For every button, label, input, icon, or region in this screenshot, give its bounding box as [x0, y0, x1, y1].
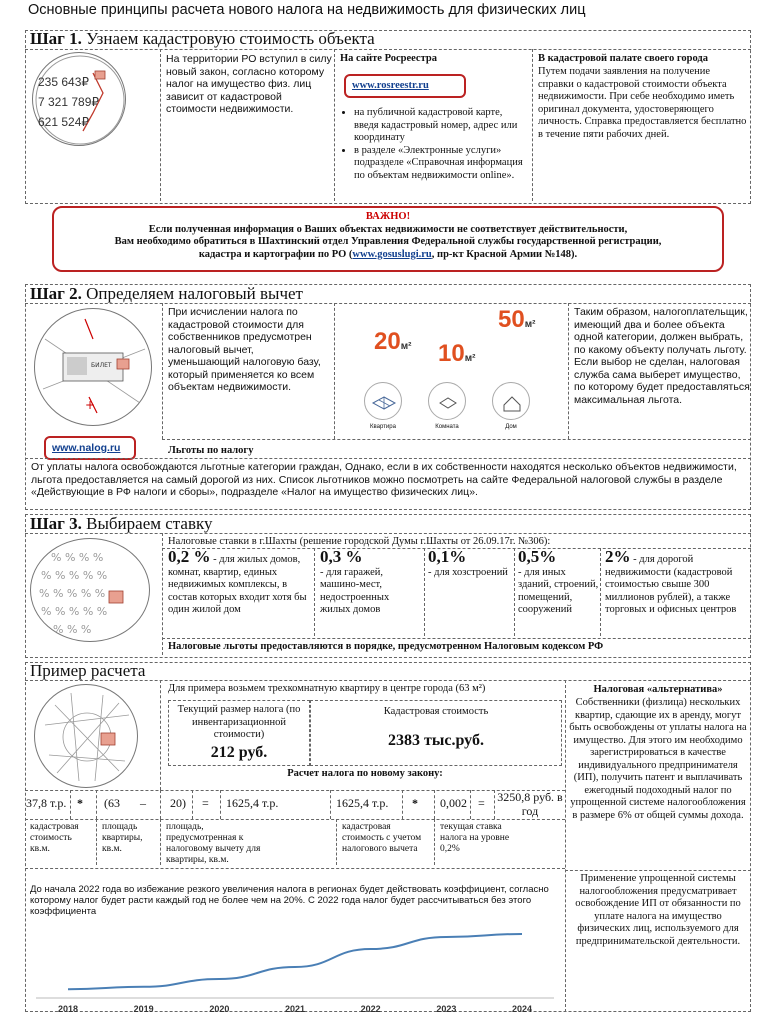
benefits-text: От уплаты налога освобождаются льготные категории граждан, Однако, если в их собственности находятся несколько объектов недвижимости, льгота предоставляется на самый дорогой из них. Список льготников можно посмотреть на сайте Федеральной налоговой службы в разделе «Действующие в РФ налоги и сборы», подразделе «Налог на имущество физических лиц».: [31, 461, 737, 498]
page-title: Основные принципы расчета нового налога на недвижимость для физических лиц: [28, 2, 586, 18]
caption-base: кадастровая стоимость с учетом налогового вычета: [342, 822, 422, 854]
current-tax-label: Текущий размер налога (по инвентаризационной стоимости): [177, 704, 301, 740]
svg-text:% % % %: % % % %: [51, 551, 104, 564]
room-label: Комната: [435, 424, 459, 430]
formula-equals-2: =: [478, 796, 485, 810]
svg-text:% % %: % % %: [53, 623, 92, 636]
chart-tick-label: 2023: [436, 1004, 457, 1014]
step3-heading: Шаг 3. Выбираем ставку: [30, 514, 213, 533]
caption-deduction: площадь, предусмотренная к налоговому вычету для квартиры, кв.м.: [166, 822, 261, 865]
formula-area: (63: [104, 796, 120, 810]
important-line3: кадастра и картографии по РО (www.gosuslugi.ru, пр-кт Красной Армии №148).: [198, 248, 578, 260]
svg-text:БИЛЕТ: БИЛЕТ: [91, 362, 112, 369]
growth-text: До начала 2022 года во избежание резкого увеличения налога в регионах будет действовать коэффициент, согласно которому налог будет расти каждый год не более чем на 20%. С 2022 года налог будет рассчитываться без этого коэффициента: [30, 884, 549, 917]
chamber-text: Путем подачи заявления на получение справки о кадастровой стоимости объекта недвижимости. При себе необходимо иметь оригинал документа, удостоверяющего личность. Справка предоставляется бесплатно в течение пяти рабочих дней.: [538, 66, 747, 140]
formula-multiply-2: *: [412, 796, 418, 810]
deduction-room-value: 10м²: [438, 340, 476, 367]
benefits-heading: Льготы по налогу: [168, 445, 254, 456]
step2-intro: При исчислении налога по кадастровой стоимости для собственников предусмотрен налоговый вычет, уменьшающий налоговую базу, который применяется ко всем объектам недвижимости.: [168, 306, 321, 393]
apartment-label: Квартира: [370, 424, 396, 430]
house-label: Дом: [505, 424, 517, 430]
chart-tick-label: 2019: [133, 1004, 154, 1014]
gosuslugi-link[interactable]: www.gosuslugi.ru: [352, 248, 432, 260]
example-intro: Для примера возьмем трехкомнатную квартиру в центре города (63 м²): [168, 683, 486, 694]
formula-base-2: 1625,4 т.р.: [336, 796, 389, 810]
formula-rate: 0,002: [440, 796, 467, 810]
example-heading: Пример расчета: [30, 661, 146, 680]
city-map-illustration: [34, 684, 138, 788]
calc-heading: Расчет налога по новому закону:: [287, 768, 443, 779]
chart-series-line: [68, 934, 522, 989]
list-item: • в разделе «Электронные услуги» подразделе «Справочная информация по объектам недвижимости online».: [354, 145, 528, 183]
tax-deduction-illustration: [34, 308, 152, 426]
formula-result: 3250,8 руб. в год: [497, 790, 563, 818]
step2-heading: Шаг 2. Определяем налоговый вычет: [30, 284, 303, 303]
caption-rate: текущая ставка налога на уровне 0,2%: [440, 822, 510, 854]
formula-minus: –: [140, 796, 146, 810]
cadastral-numbers: 235 643₽ 7 321 789₽ 621 524₽: [38, 75, 100, 129]
important-line2: Вам необходимо обратиться в Шахтинский отдел Управления Федеральной службы государственной регистрации,: [114, 236, 662, 247]
step1-intro: На территории РО вступил в силу новый закон, согласно которому налог на имущество физ. лиц зависит от кадастровой стоимости недвижимости.: [166, 53, 332, 115]
formula-cadastral-sqm: 37,8 т.р.: [26, 796, 67, 810]
deduction-choice-text: Таким образом, налогоплательщик, имеющий два и более объекта одной категории, должен выбрать, по какому объекту получать льготу. Если выбор не сделан, налоговая служба сама выберет имущество, по которому будет предоставляться максимальная льгота.: [574, 306, 750, 406]
svg-text:% % % % %: % % % % %: [41, 569, 108, 582]
chart-tick-label: 2018: [57, 1004, 79, 1014]
usn-text: Применение упрощенной системы налогообложения предусматривает освобождение ИП от обязанности по уплате налога на имущество физических лиц, используемого для предпринимательской деятельности.: [575, 873, 741, 947]
formula-base: 1625,4 т.р.: [226, 796, 279, 810]
house-icon: [492, 382, 530, 420]
formula-deduction: 20): [170, 796, 186, 810]
rate-other: 0,5% - для иных зданий, строений, помещений, сооружений: [518, 547, 599, 615]
caption-cadastral-sqm: кадастровая стоимость кв.м.: [30, 822, 79, 854]
alternative-heading: Налоговая «альтернатива»: [593, 684, 723, 695]
chamber-heading: В кадастровой палате своего города: [538, 53, 708, 64]
formula-equals: =: [202, 796, 209, 810]
rosreestr-heading: На сайте Росреестра: [340, 53, 437, 64]
alternative-text: Собственники (физлица) нескольких квартир, сдающие их в аренду, могут быть освобождены от уплаты налога на имущество. Для этого им необходимо зарегистрироваться в качестве индивидуального предпринимателя (ИП), получить патент и выплачивать ежегодный подоходный налог по упрощенной системе налогообложения в размере 6% от общей суммы дохода.: [569, 697, 747, 821]
cadastral-value-label: Кадастровая стоимость: [383, 706, 489, 717]
rate-expensive: 2% - для дорогой недвижимости (кадастровой стоимостью свыше 300 миллионов рублей), а также торговых и офисных центров: [605, 547, 737, 615]
svg-text:+: +: [85, 398, 96, 412]
svg-text:% % % % %: % % % % %: [39, 587, 106, 600]
chart-tick-label: 2024: [511, 1004, 533, 1014]
deduction-house-value: 50м²: [498, 306, 536, 333]
rate-residential: 0,2 % - для жилых домов, комнат, квартир, единых недвижимых комплексы, в состав которых входит хотя бы один жилой дом: [168, 547, 307, 615]
rosreestr-link[interactable]: www.rosreestr.ru: [352, 80, 429, 91]
important-heading: ВАЖНО!: [365, 211, 411, 222]
chart-tick-label: 2021: [284, 1004, 306, 1014]
room-icon: [428, 382, 466, 420]
rate-garage: 0,3 % - для гаражей, машино-мест, недостроенных жилых домов: [320, 547, 390, 615]
step1-heading: Шаг 1. Узнаем кадастровую стоимость объекта: [30, 29, 375, 48]
rate-outbuilding: 0,1% - для хозстроений: [428, 547, 508, 578]
formula-multiply: *: [77, 796, 83, 810]
caption-area: площадь квартиры, кв.м.: [102, 822, 143, 854]
list-item: • на публичной кадастровой карте, введя кадастровый номер, адрес или координату: [354, 107, 528, 145]
rates-heading: Налоговые ставки в г.Шахты (решение городской Думы г.Шахты от 26.09.17г. №306):: [168, 536, 551, 547]
cadastral-value: 2383 тыс.руб.: [388, 732, 484, 749]
chart-tick-label: 2022: [360, 1004, 381, 1014]
percent-illustration: [30, 538, 150, 642]
current-tax-value: 212 руб.: [210, 744, 268, 761]
nalog-link[interactable]: www.nalog.ru: [52, 442, 121, 454]
chart-tick-label: 2020: [209, 1004, 230, 1014]
deduction-apartment-value: 20м²: [374, 328, 412, 355]
benefits-note: Налоговые льготы предоставляются в порядке, предусмотренном Налоговым кодексом РФ: [168, 641, 604, 652]
rosreestr-list: [340, 107, 528, 182]
apartment-icon: [364, 382, 402, 420]
important-line1: Если полученная информация о Ваших объектах недвижимости не соответствует действительности,: [148, 223, 628, 235]
svg-text:% % % % %: % % % % %: [41, 605, 108, 618]
tax-growth-chart: [28, 920, 562, 1020]
